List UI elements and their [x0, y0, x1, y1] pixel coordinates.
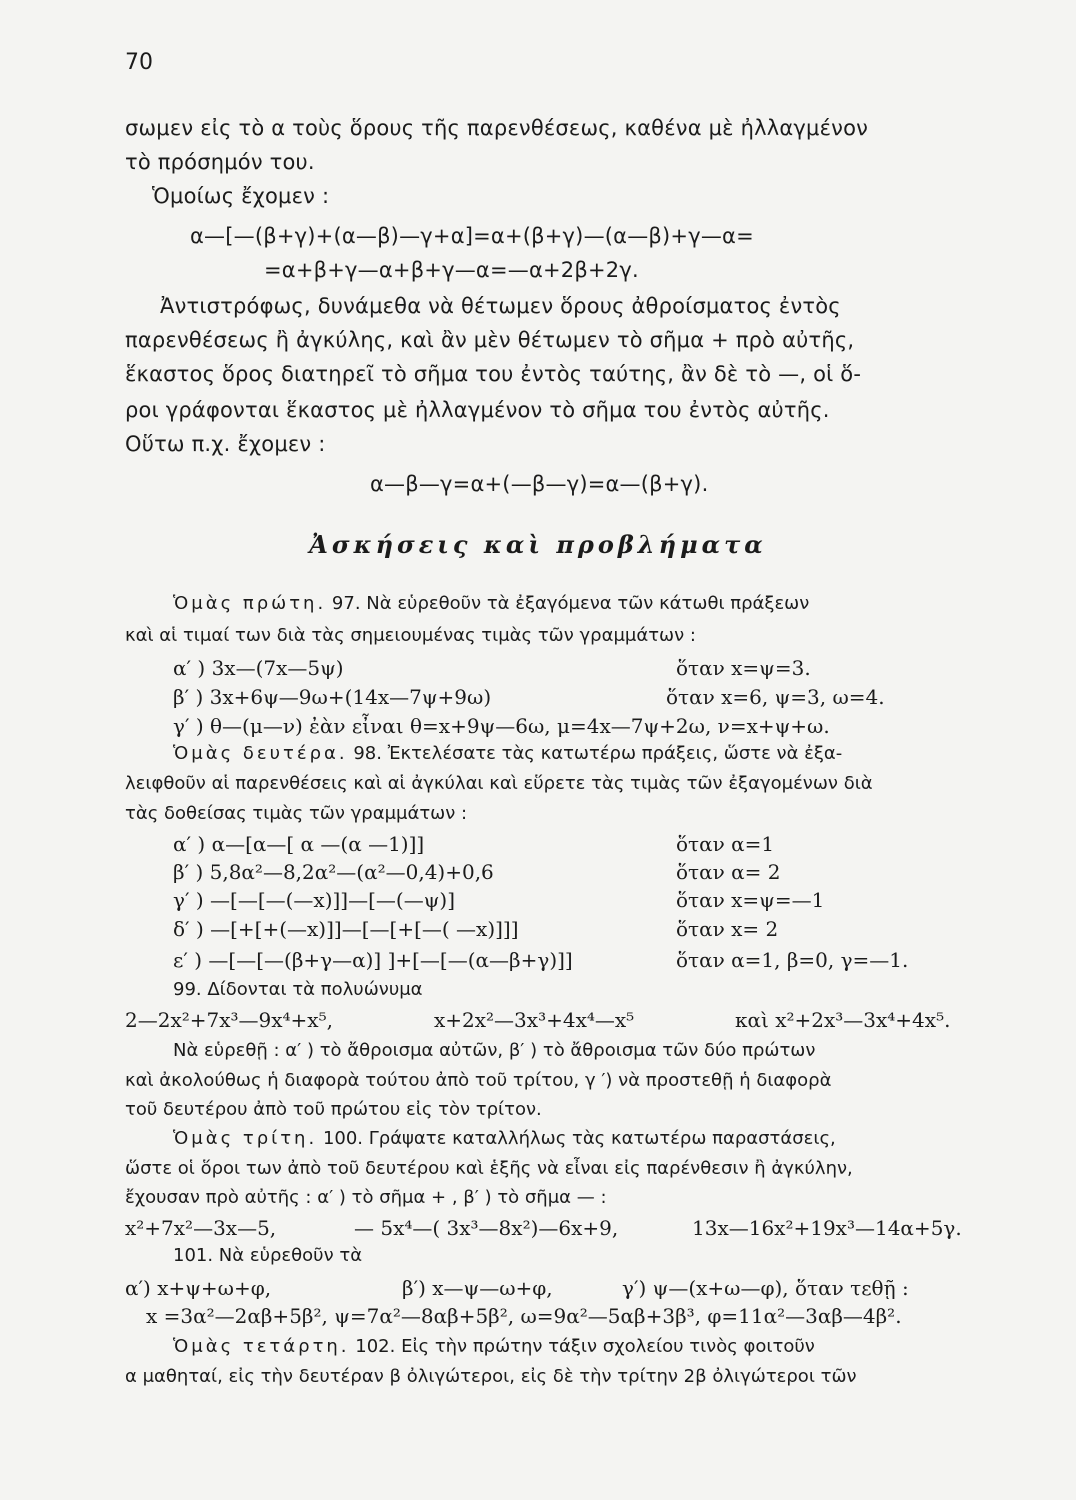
exercise-item: x =3α²—2αβ+5β², ψ=7α²—8αβ+5β², ω=9α²—5αβ+3β³, φ=11α²—3αβ—4β². [146, 1304, 902, 1328]
text-line: σωμεν εἰς τὸ α τοὺς ὅρους τῆς παρενθέσεως, καθένα μὲ ἠλλαγμένον [125, 116, 869, 140]
polynomial: 2—2x²+7x³—9x⁴+x⁵, [125, 1008, 333, 1032]
exercise-item: α′ ) α—[α—[ α —(α —1)]] [173, 832, 425, 856]
exercise-condition: ὅταν α=1, β=0, γ=—1. [676, 948, 909, 972]
page-number: 70 [125, 50, 153, 75]
text-line: τὸ πρόσημόν του. [125, 150, 315, 174]
group-label: Ὁμὰς τετάρτη. [173, 1336, 350, 1357]
exercise-item: δ′ ) —[+[+(—x)]]—[—[+[—( —x)]]] [173, 917, 519, 941]
equation: =α+β+γ—α+β+γ—α=—α+2β+2γ. [264, 258, 639, 282]
exercise-item: — 5x⁴—( 3x³—8x²)—6x+9, [354, 1216, 619, 1240]
text-line: Ἀντιστρόφως, δυνάμεθα νὰ θέτωμεν ὅρους ἀθροίσματος ἐντὸς [160, 294, 841, 318]
text-line: α μαθηταί, εἰς τὴν δευτέραν β ὀλιγώτεροι, εἰς δὲ τὴν τρίτην 2β ὀλιγώτεροι τῶν [125, 1366, 857, 1387]
text-line: τὰς δοθείσας τιμὰς τῶν γραμμάτων : [125, 803, 468, 824]
text-line: καὶ ἀκολούθως ἡ διαφορὰ τούτου ἀπὸ τοῦ τρίτου, γ ′) νὰ προστεθῇ ἡ διαφορὰ [125, 1070, 832, 1091]
exercise-item: γ′) ψ—(x+ω—φ), ὅταν τεθῇ : [622, 1276, 909, 1300]
exercise-condition: ὅταν x=ψ=3. [676, 656, 811, 680]
polynomial: x+2x²—3x³+4x⁴—x⁵ [434, 1008, 635, 1032]
exercise-item: x²+7x²—3x—5, [125, 1216, 277, 1240]
text-line: τοῦ δευτέρου ἀπὸ τοῦ πρώτου εἰς τὸν τρίτον. [125, 1099, 542, 1120]
exercise-item: α′ ) 3x—(7x—5ψ) [173, 656, 344, 680]
text-line: Ὁμοίως ἔχομεν : [152, 184, 330, 208]
section-heading: Ἀσκήσεις καὶ προβλήματα [309, 530, 767, 559]
text-line: 102. Εἰς τὴν πρώτην τάξιν σχολείου τινὸς φοιτοῦν [355, 1336, 815, 1357]
text-line: ἔχουσαν πρὸ αὐτῆς : α′ ) τὸ σῆμα + , β′ ) τὸ σῆμα — : [125, 1187, 607, 1208]
exercise-item: 13x—16x²+19x³—14α+5γ. [692, 1216, 962, 1240]
text-line: 99. Δίδονται τὰ πολυώνυμα [173, 979, 423, 1000]
group-label: Ὁμὰς πρώτη. [173, 593, 327, 614]
exercise-item: β′ ) 3x+6ψ—9ω+(14x—7ψ+9ω) [173, 685, 492, 709]
group-label: Ὁμὰς τρίτη. [173, 1128, 318, 1149]
text-line: 100. Γράψατε καταλλήλως τὰς κατωτέρω παραστάσεις, [322, 1128, 836, 1149]
text-line: 98. Ἐκτελέσατε τὰς κατωτέρω πράξεις, ὥστε νὰ ἐξα- [353, 743, 843, 764]
text-line: Νὰ εὑρεθῇ : α′ ) τὸ ἄθροισμα αὐτῶν, β′ ) τὸ ἄθροισμα τῶν δύο πρώτων [173, 1040, 816, 1061]
text-line: 97. Νὰ εὑρεθοῦν τὰ ἐξαγόμενα τῶν κάτωθι πράξεων [331, 593, 810, 614]
text-line: 101. Νὰ εὑρεθοῦν τὰ [173, 1245, 363, 1266]
text-line: λειφθοῦν αἱ παρενθέσεις καὶ αἱ ἀγκύλαι καὶ εὕρετε τὰς τιμὰς τῶν ἐξαγομένων διὰ [125, 773, 873, 794]
text-line: ὥστε οἱ ὅροι των ἀπὸ τοῦ δευτέρου καὶ ἑξῆς νὰ εἶναι εἰς παρένθεσιν ἢ ἀγκύλην, [125, 1158, 853, 1179]
text-line: παρενθέσεως ἢ ἀγκύλης, καὶ ἂν μὲν θέτωμεν τὸ σῆμα + πρὸ αὐτῆς, [125, 328, 855, 352]
group-label: Ὁμὰς δευτέρα. [173, 743, 348, 764]
exercise-item: β′) x—ψ—ω+φ, [402, 1276, 553, 1300]
text-line: Οὕτω π.χ. ἔχομεν : [125, 432, 326, 456]
text-line: ροι γράφονται ἕκαστος μὲ ἠλλαγμένον τὸ σῆμα του ἐντὸς αὐτῆς. [125, 398, 830, 422]
exercise-condition: ὅταν x= 2 [676, 917, 779, 941]
text-line: καὶ αἱ τιμαί των διὰ τὰς σημειουμένας τιμὰς τῶν γραμμάτων : [125, 625, 696, 646]
equation: α—[—(β+γ)+(α—β)—γ+α]=α+(β+γ)—(α—β)+γ—α= [190, 224, 754, 248]
text-line: ἕκαστος ὅρος διατηρεῖ τὸ σῆμα του ἐντὸς ταύτης, ἂν δὲ τὸ —, οἱ ὅ- [125, 362, 862, 386]
exercise-item: β′ ) 5,8α²—8,2α²—(α²—0,4)+0,6 [173, 860, 494, 884]
exercise-condition: ὅταν α= 2 [676, 860, 781, 884]
exercise-condition: ὅταν α=1 [676, 832, 775, 856]
equation: α—β—γ=α+(—β—γ)=α—(β+γ). [370, 472, 709, 496]
exercise-item: γ′ ) —[—[—(—x)]]—[—(—ψ)] [173, 888, 456, 912]
exercise-item: ε′ ) —[—[—(β+γ—α)] ]+[—[—(α—β+γ)]] [173, 948, 573, 972]
exercise-item: α′) x+ψ+ω+φ, [125, 1276, 272, 1300]
exercise-item: γ′ ) θ—(μ—ν) ἐὰν εἶναι θ=x+9ψ—6ω, μ=4x—7ψ+2ω, ν=x+ψ+ω. [173, 714, 830, 738]
exercise-condition: ὅταν x=ψ=—1 [676, 888, 825, 912]
exercise-condition: ὅταν x=6, ψ=3, ω=4. [666, 685, 885, 709]
polynomial: καὶ x²+2x³—3x⁴+4x⁵. [735, 1008, 951, 1032]
